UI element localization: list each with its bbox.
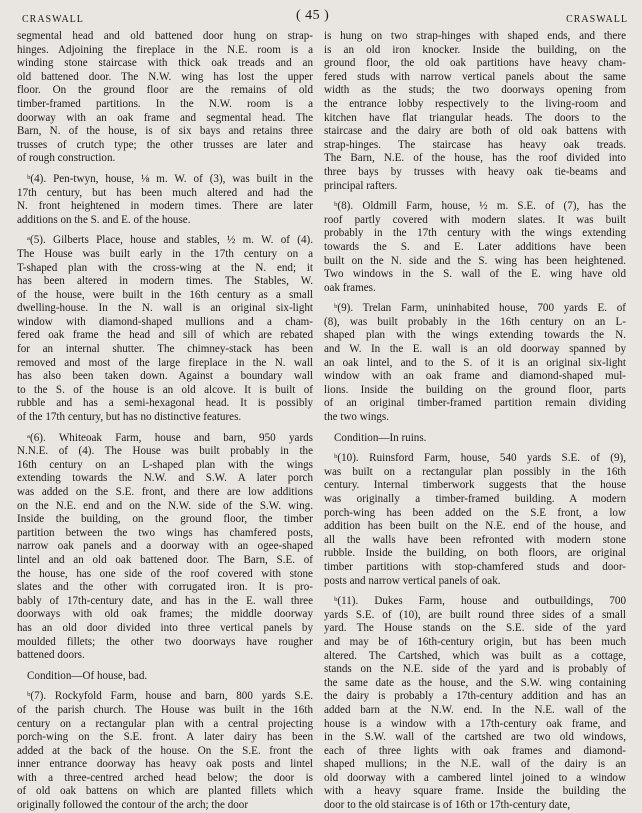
running-head-right: CRASWALL [566, 14, 628, 25]
text-line: all the walls have been refronted with modern stone [324, 533, 626, 546]
text-line: door to the old staircase is of 16th or 17th-century date, [324, 799, 571, 812]
text-line: doorways with old oak frames; the middle doorway [17, 608, 313, 621]
text-line: was built on a rectangular plan possibly in the 16th [324, 465, 626, 478]
text-line: was added on the S.E. front, and there are low additions [17, 486, 313, 498]
text-line: staircase and the dairy are both of old oak battens with [324, 125, 626, 138]
text-line: Inside the building, on the ground floor, the timber [17, 513, 313, 526]
paragraph-gap [324, 295, 626, 302]
text-line: slates and the other with corrugated iron. It is pro- [17, 581, 313, 594]
text-line: partition between the two wings has chamfered posts, [17, 526, 313, 539]
text-line: ᵇ(11). Dukes Farm, house and outbuildings, 700 [334, 595, 626, 608]
text-line: to the S. of the house is an old alcove. It is built of [17, 383, 313, 396]
text-line: probably in the 17th century with the wings extending [324, 227, 626, 240]
text-line: posts and narrow vertical panels of oak. [324, 574, 501, 587]
text-line: added barn at the N.W. end. In the N.E. wall of the [324, 703, 626, 716]
text-line: The Barn, N.E. of the house, has the roof divided into [324, 152, 626, 165]
text-line: hinges. Adjoining the fireplace in the N.E. room is a [17, 43, 313, 56]
text-line: window with an oak frame and diamond-shaped mul- [324, 370, 626, 383]
text-line: kitchen have flat triangular heads. The doors to the [324, 111, 626, 124]
text-line: in the S.W. wall of the cartshed are two old windows, [324, 731, 626, 744]
text-line: originally followed the contour of the arch; the door [17, 799, 249, 812]
text-line: has been altered in modern times. The Stables, W. [17, 275, 313, 288]
running-head-left: CRASWALL [22, 14, 84, 25]
text-line: shaped mullions; in the N.E. wall of the dairy is an [324, 758, 626, 771]
text-line: N.N.E. of (4). The House was built probably in the [17, 445, 313, 458]
text-line: was originally a timber-framed building. A modern [324, 493, 626, 505]
paragraph-gap [17, 166, 313, 173]
text-line: century on a rectangular plan with a central projecting [17, 717, 313, 730]
text-line: extending towards the N.W. and S.W. A later porch [17, 472, 313, 485]
text-line: towards the S. and E. Later additions have been [324, 240, 626, 253]
text-line: altered. The Cartshed, which was built as a cottage, [324, 649, 626, 662]
text-line: N. front heightened in modern times. There are later [17, 200, 313, 213]
text-line: fered studs with narrow vertical panels about the same [324, 70, 626, 83]
text-line: is hung on two strap-hinges with shaped ends, and there [324, 30, 626, 42]
text-line: floor. On the ground floor are the remains of old [17, 84, 313, 97]
text-line: T-shaped plan with the cross-wing at the N. end; it [17, 261, 313, 274]
text-line: for an internal shutter. The chimney-stack has been [17, 343, 313, 356]
text-line: has an old door divided into three vertical panels by [17, 621, 313, 634]
text-line: stands on the N.E. side of the yard and is probably of [324, 663, 626, 676]
text-line: oak frames. [324, 281, 376, 294]
text-line: ground floor, the old oak partitions have heavy cham- [324, 57, 626, 70]
text-line: rubble and has a semi-hexagonal head. It is possibly [17, 397, 313, 410]
text-line: moulded fillets; the other two doorways have rougher [17, 635, 313, 648]
text-line: dwelling-house. In the N. wall is an original six-light [17, 302, 313, 315]
text-line: old doorway with a cambered lintel joined to a window [324, 771, 626, 784]
text-line: built on the N. side and the S. wing has been heightened. [324, 254, 626, 267]
text-line: porch-wing on the S.E. front. A later dairy has been [17, 731, 313, 744]
text-line: lions. Inside the building on the ground floor, parts [324, 383, 626, 396]
text-line: fered oak frame the head and sill of which are rebated [17, 329, 313, 342]
text-line: The House was built early in the 17th century on a [17, 247, 313, 260]
text-line: each of three lights with oak frames and diamond- [324, 744, 626, 757]
text-line: porch-wing has been added on the S.E front, a low [324, 506, 626, 519]
text-line: roof partly covered with modern slates. It was built [324, 213, 626, 226]
paragraph-gap [17, 425, 313, 432]
text-line: (8), was built probably in the 16th century on an L- [324, 315, 626, 328]
text-line: timber-framed partitions. In the N.W. room is a [17, 97, 313, 110]
text-line: of rough construction. [17, 152, 116, 165]
text-line: of old oak battens on which are planted fillets which [17, 785, 313, 798]
text-line: ᵇ(7). Rockyfold Farm, house and barn, 800 yards S.E. [27, 690, 313, 703]
text-line: an oak lintel, and to the S. of it is an original six-light [324, 356, 626, 369]
paragraph-gap [17, 227, 313, 234]
text-line: ᵇ(9). Trelan Farm, uninhabited house, 700 yards E. of [334, 302, 626, 315]
text-line: Two windows in the S. wall of the E. wing have old [324, 268, 626, 281]
paragraph-gap [324, 588, 626, 595]
text-line: and W. In the E. wall is an old doorway spanned by [324, 343, 626, 356]
paragraph-gap [324, 193, 626, 200]
text-line: strap-hinges. The staircase has heavy oak treads. [324, 138, 626, 151]
text-line: Barn, N. of the house, is of six bays and retains three [17, 125, 313, 138]
text-line: with a three-centred arched head below; the door is [17, 771, 313, 784]
text-line: battened doors. [17, 649, 85, 662]
right-text-column [324, 30, 626, 813]
text-line: 16th century on an L-shaped plan with the wings [17, 458, 313, 471]
text-line: of an original timber-framed partition remain dividing [324, 397, 626, 410]
text-line: the entrance lobby respectively to the living-room and [324, 97, 626, 110]
text-line: with a heavy square frame. Inside the building the [324, 785, 626, 798]
text-line: removed and most of the large fireplace in the N. wall [17, 356, 313, 369]
text-line: the two wings. [324, 411, 390, 424]
paragraph-gap [17, 683, 313, 690]
page-number: ( 45 ) [296, 8, 330, 23]
text-line: the same date as the house, and the S.W. wing containing [324, 676, 626, 689]
text-line: the dairy is probably a 17th-century addition and has an [324, 690, 626, 703]
paragraph-gap [17, 663, 313, 670]
text-line: window with diamond-shaped mullions and a cham- [17, 315, 313, 328]
text-line: of the house, were built in the 16th century as a small [17, 288, 313, 301]
text-line: is an old iron knocker. Inside the building, on the [324, 43, 626, 56]
text-line: three bays by trusses with heavy oak tie-beams and [324, 165, 626, 178]
text-line: bably of 17th-century date, and has in the E. wall three [17, 594, 313, 607]
text-line: Condition—Of house, bad. [27, 669, 148, 682]
paragraph-gap [324, 425, 626, 432]
text-line: winding stone staircase with thick oak treads and an [17, 57, 313, 70]
text-line: principal rafters. [324, 179, 398, 192]
paragraph-gap [324, 445, 626, 452]
text-line: old battened door. The N.W. wing has lost the upper [17, 70, 313, 83]
text-line: ᵇ(10). Ruinsford Farm, house, 540 yards S.E. of (9), [334, 452, 626, 465]
text-line: house is a window with a 17th-century oak frame, and [324, 717, 626, 730]
text-line: yard. The House stands on the S.E. side of the yard [324, 622, 626, 635]
text-line: has also been taken down. Against a boundary wall [17, 370, 313, 383]
text-line: ᵃ(5). Gilberts Place, house and stables, ½ m. W. of (4). [27, 234, 313, 247]
text-line: ᵇ(4). Pen-twyn, house, ⅛ m. W. of (3), was built in the [27, 172, 313, 185]
text-line: doorway with an oak frame and segmental head. The [17, 111, 313, 124]
text-line: the house, has one side of the roof covered with stone [17, 567, 313, 580]
left-text-column [17, 30, 313, 813]
text-line: ᵃ(6). Whiteoak Farm, house and barn, 950 yards [27, 431, 313, 444]
text-line: segmental head and old battened door hung on strap- [17, 30, 313, 42]
text-line: ᵇ(8). Oldmill Farm, house, ½ m. S.E. of (7), has the [334, 200, 626, 213]
text-line: additions on the S. and E. of the house. [17, 213, 191, 226]
text-line: rubble. Inside the building, on both floors, are original [324, 547, 626, 560]
text-line: on the N.E. end and on the N.W. side of the S.W. wing. [17, 499, 313, 512]
text-line: lintel and an old oak battened door. The Barn, S.E. of [17, 553, 313, 566]
text-line: added at the back of the house. On the S.E. front the [17, 744, 313, 757]
text-line: width as the studs; the two doorways opening from [324, 84, 626, 97]
text-line: shaped plan with the wings extending towards the N. [324, 329, 626, 342]
text-line: yards S.E. of (10), are built round three sides of a small [324, 608, 626, 621]
text-line: of the parish church. The House was built in the 16th [17, 703, 313, 716]
text-line: Condition—In ruins. [334, 431, 427, 444]
text-line: and may be of 16th-century origin, but has been much [324, 635, 626, 648]
text-line: trusses of crutch type; the other trusses are later and [17, 138, 313, 151]
text-line: century. Internal timberwork suggests that the house [324, 479, 626, 492]
running-header [0, 6, 642, 28]
text-line: 17th century, but has been much altered and had the [17, 186, 313, 199]
text-line: timber partitions with stop-chamfered studs and door- [324, 560, 626, 573]
text-line: of the 17th century, but has no distinctive features. [17, 411, 242, 424]
text-line: addition has been built on the N.E. end of the house, and [324, 520, 626, 533]
text-line: inner entrance doorway has heavy oak posts and lintel [17, 758, 313, 771]
text-line: narrow oak panels and a doorway with an ogee-shaped [17, 540, 313, 553]
